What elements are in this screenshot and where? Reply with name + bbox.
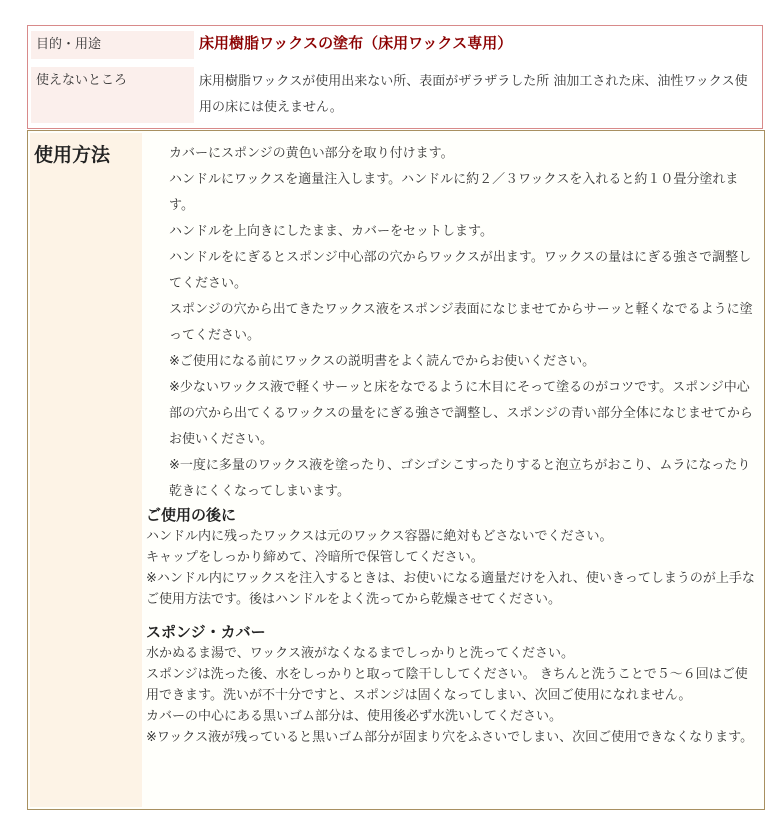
step: ※少ないワックス液で軽くサーッと床をなでるように木目にそって塗るのがコツです。スポンジ中心部の穴から出てくるワックスの量をにぎる強さで調整し、スポンジの青い部分全体になじませてからお使いください。 xyxy=(169,380,753,447)
after-use-line: ※ハンドル内にワックスを注入するときは、お使いになる適量だけを入れ、使いきってしまうのが上手なご使用方法です。後はハンドルをよく洗ってから乾燥させてください。 xyxy=(146,571,755,607)
step: ハンドルにワックスを適量注入します。ハンドルに約２／３ワックスを入れると約１０畳分塗れます。 xyxy=(169,172,739,213)
unusable-value: 床用樹脂ワックスが使用出来ない所、表面がザラザラした所 油加工された床、油性ワックス使用の床には使えません。 xyxy=(199,74,748,115)
product-info-table xyxy=(27,25,763,129)
purpose-label: 目的・用途 xyxy=(31,31,194,59)
after-use-section xyxy=(146,504,758,610)
after-use-line: ハンドル内に残ったワックスは元のワックス容器に絶対もどさないでください。 xyxy=(146,529,613,544)
step: ハンドルを上向きにしたまま、カバーをセットします。 xyxy=(169,224,493,239)
step: ハンドルをにぎるとスポンジ中心部の穴からワックスが出ます。ワックスの量はにぎる強さで調整してください。 xyxy=(169,250,752,291)
unusable-label: 使えないところ xyxy=(31,67,194,123)
sponge-cover-heading: スポンジ・カバー xyxy=(146,623,266,641)
unusable-row xyxy=(31,65,759,125)
sponge-cover-line: 水かぬるま湯で、ワックス液がなくなるまでしっかりと洗ってください。 xyxy=(146,646,574,661)
sponge-cover-section xyxy=(146,621,758,748)
purpose-row xyxy=(31,29,759,65)
sponge-cover-line: カバーの中心にある黒いゴム部分は、使用後必ず水洗いしてください。 xyxy=(146,709,563,724)
usage-section xyxy=(27,130,765,810)
usage-label: 使用方法 xyxy=(34,144,111,166)
step: スポンジの穴から出てきたワックス液をスポンジ表面になじませてからサーッと軽くなでるように塗ってください。 xyxy=(169,302,753,343)
after-use-line: キャップをしっかり締めて、冷暗所で保管してください。 xyxy=(146,550,484,565)
sponge-cover-line: スポンジは洗った後、水をしっかりと取って陰干ししてください。 きちんと洗うことで５～６回はご使用できます。洗いが不十分ですと、スポンジは固くなってしまい、次回ご使用になれません。 xyxy=(146,667,748,703)
step: ※ご使用になる前にワックスの説明書をよく読んでからお使いください。 xyxy=(169,354,596,369)
step: ※一度に多量のワックス液を塗ったり、ゴシゴシこすったりすると泡立ちがおこり、ムラになったり乾きにくくなってしまいます。 xyxy=(169,458,751,499)
usage-label-cell xyxy=(30,133,142,807)
purpose-value: 床用樹脂ワックスの塗布（床用ワックス専用） xyxy=(199,34,513,52)
usage-steps xyxy=(169,141,759,505)
step: カバーにスポンジの黄色い部分を取り付けます。 xyxy=(169,146,454,161)
after-use-heading: ご使用の後に xyxy=(146,506,237,524)
sponge-cover-line: ※ワックス液が残っていると黒いゴム部分が固まり穴をふさいでしまい、次回ご使用できなくなります。 xyxy=(146,730,754,745)
